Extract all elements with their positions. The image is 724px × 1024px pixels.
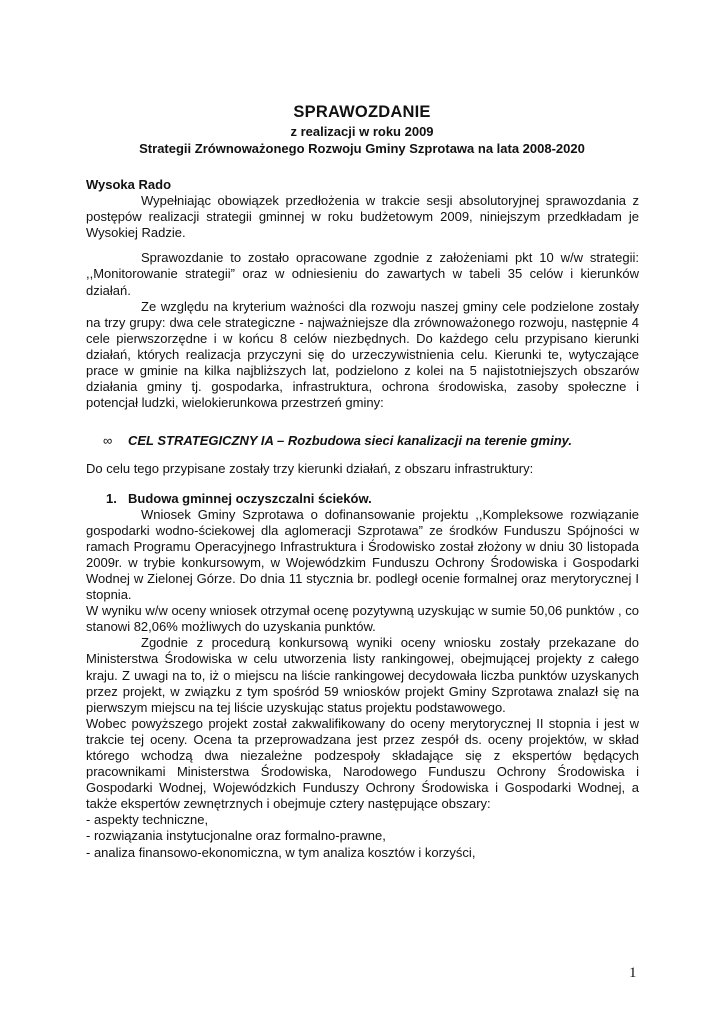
list-item: - rozwiązania instytucjonalne oraz formalno-prawne, (86, 828, 386, 844)
paragraph-directions-intro: Do celu tego przypisane zostały trzy kierunki działań, z obszaru infrastruktury: (86, 461, 534, 477)
paragraph-ranking: Zgodnie z procedurą konkursową wyniki oceny wniosku zostały przekazane do Ministerstwa Środowiska w celu utworzenia listy rankingowej, obejmującej projekty z całego kraju. Z uwagi na to, iż o miejscu na liście rankingowej decydowała liczba punktów uzyskanych przez projekt, w związku z tym spośród 59 wniosków projekt Gminy Szprotawa znalazł się na pierwszym miejscu na tej liście uzyskując status projektu podstawowego. (86, 635, 639, 715)
paragraph-application: Wniosek Gminy Szprotawa o dofinansowanie projektu ,,Kompleksowe rozwiązanie gospodarki wodno-ściekowej dla aglomeracji Szprotawa” ze środków Funduszu Spójności w ramach Programu Operacyjnego Infrastruktura i Środowisko został złożony w dniu 30 listopada 2009r. w trybie konkursowym, w Wojewódzkim Funduszu Ochrony Środowiska i Gospodarki Wodnej w Zielonej Górze. Do dnia 11 stycznia br. podległ ocenie formalnej oraz merytorycznej I stopnia. (86, 506, 639, 603)
document-subtitle-year: z realizacji w roku 2009 (290, 124, 434, 139)
paragraph-goals: Ze względu na kryterium ważności dla rozwoju naszej gminy cele podzielone zostały na trzy grupy: dwa cele strategiczne - najważniejsze dla zrównoważonego rozwoju, następnie 4 cele pierwszorzędne i w końcu 8 celów niezbędnych. Do każdego celu przypisano kierunki działań, których realizacja przyczyni się do urzeczywistnienia celu. Kierunki te, wytyczające prace w gminie na kilka najbliższych lat, podzielono z kolei na 5 najistotniejszych obszarów działania gminy tj. gospodarka, infrastruktura, ochrona środowiska, zasoby społeczne i potencjał ludzki, wielokierunkowa przestrzeń gminy: (86, 298, 639, 411)
list-item: - analiza finansowo-ekonomiczna, w tym analiza kosztów i korzyści, (86, 844, 476, 860)
infinity-bullet-icon: ∞ (103, 433, 113, 449)
salutation: Wysoka Rado (86, 177, 172, 192)
paragraph-second-stage: Wobec powyższego projekt został zakwalifikowany do oceny merytorycznej II stopnia i jest w trakcie tej oceny. Ocena ta przeprowadzana jest przez zespół ds. oceny projektów, w skład którego wchodzą dwa niezależne podzespoły składające się z ekspertów będących pracownikami Ministerstwa Środowiska, Narodowego Funduszu Ochrony Środowiska i Gospodarki Wodnej, Wojewódzkich Funduszy Ochrony Środowiska i Gospodarki Wodnej, a także ekspertów zewnętrznych i obejmuje cztery następujące obszary: (86, 715, 639, 812)
strategic-goal-heading (86, 433, 639, 449)
paragraph-method: Sprawozdanie to zostało opracowane zgodnie z założeniami pkt 10 w/w strategii: ,,Monitorowanie strategii” oraz w odniesieniu do zawartych w tabeli 35 celów i kierunków działań. (86, 250, 639, 298)
item-title: Budowa gminnej oczyszczalni ścieków. (128, 490, 372, 506)
document-title: SPRAWOZDANIE (293, 103, 431, 121)
paragraph-intro: Wypełniając obowiązek przedłożenia w trakcie sesji absolutoryjnej sprawozdania z postępów realizacji strategii gminnej w roku budżetowym 2009, niniejszym przedkładam je Wysokiej Radzie. (86, 193, 639, 241)
numbered-item-1 (86, 491, 639, 507)
item-number: 1. (106, 490, 117, 506)
document-subtitle-strategy: Strategii Zrównoważonego Rozwoju Gminy Szprotawa na lata 2008-2020 (139, 141, 585, 156)
paragraph-evaluation-result: W wyniku w/w oceny wniosek otrzymał ocenę pozytywną uzyskując w sumie 50,06 punktów , co stanowi 82,06% możliwych do uzyskania punktów. (86, 603, 639, 635)
strategic-goal-text: CEL STRATEGICZNY IA – Rozbudowa sieci kanalizacji na terenie gminy. (128, 433, 573, 449)
document-body (86, 177, 639, 861)
page-number: 1 (629, 965, 637, 981)
list-item: - aspekty techniczne, (86, 812, 209, 828)
